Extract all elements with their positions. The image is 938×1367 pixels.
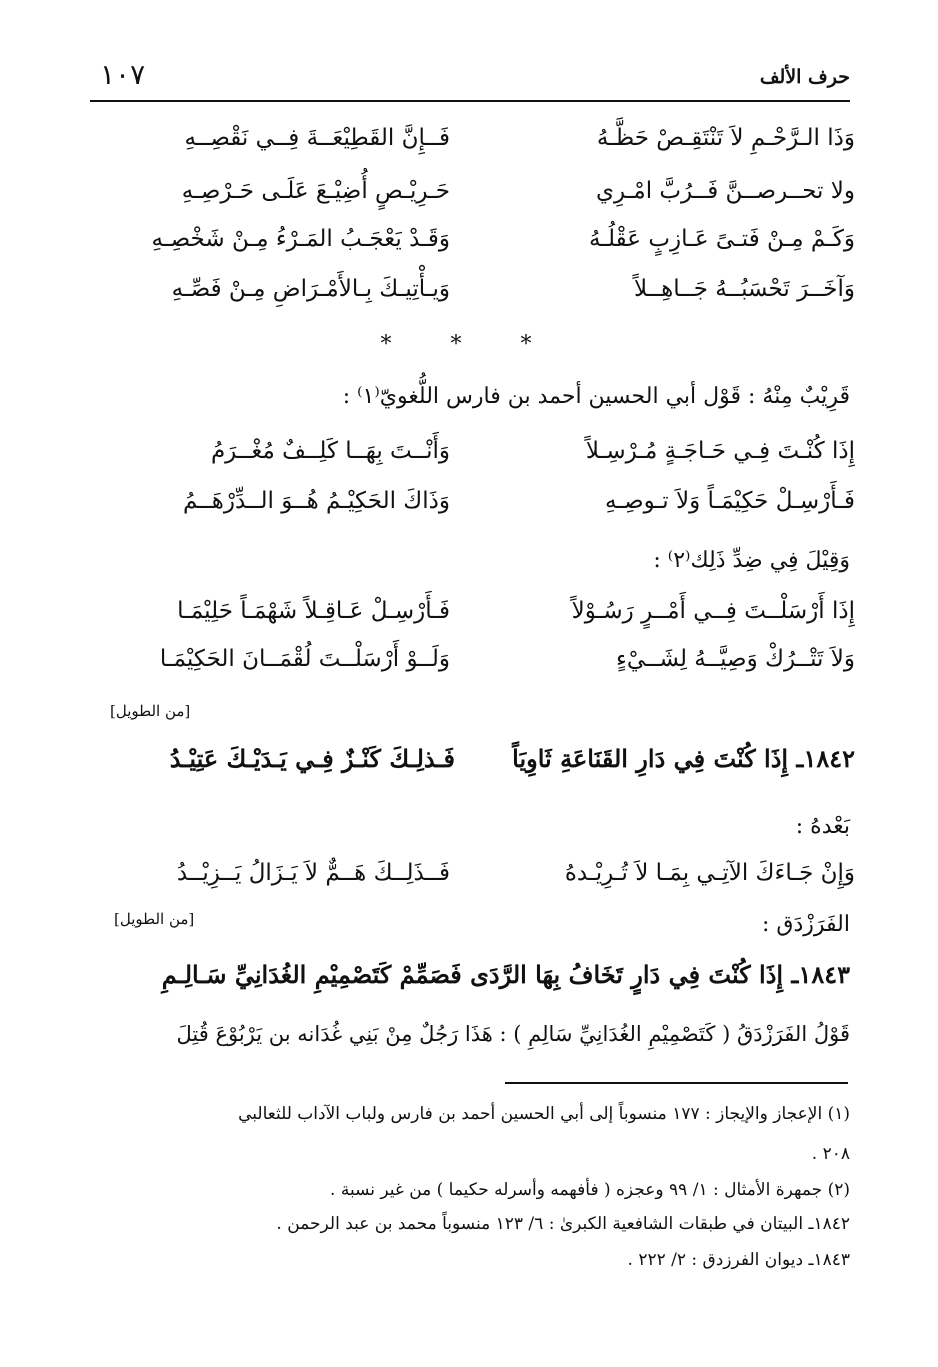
second-hemistich: فَـذلِـكَ كَنْـزٌ فِـي يَـدَيْـكَ عَتِيْـدُ [169,744,455,773]
footnote: (٢) جمهرة الأمثال : ١/ ٩٩ وعجزه ( فأفهمه وأسرله حكيما ) من غير نسبة . [330,1180,850,1200]
footnote: ٢٠٨ . [811,1144,850,1164]
verse-line [110,276,855,320]
footnote: (١) الإعجاز والإيجاز : ١٧٧ منسوباً إلى أبي الحسين أحمد بن فارس ولباب الآداب للثعالبي [238,1104,850,1124]
page-number: ١٠٧ [100,58,146,91]
second-hemistich: وَذَاكَ الحَكِيْـمُ هُــوَ الــدِّرْهَــمُ [182,488,450,514]
first-hemistich: ولا تحــرصــنَّ فَــرُبَّ امْـرِي [595,178,855,204]
verse-line [110,178,855,222]
intro-ibn-faris: قَرِيْبٌ مِنْهُ : قَوْل أبي الحسين أحمد بن فارس اللُّغويّ⁽١⁾ : [342,384,850,409]
section-separator: * * * [380,332,558,357]
verse-line [110,598,855,642]
meter-label: [من الطويل] [110,702,191,720]
verse-line [110,646,855,690]
first-hemistich: وَإِنْ جَـاءَكَ الآتِـي بِمَـا لاَ تُـرِيْـدهُ [564,860,855,886]
footnote: ١٨٤٢ـ البيتان في طبقات الشافعية الكبرىٰ : ٦/ ١٢٣ منسوباً محمد بن عبد الرحمن . [276,1214,850,1234]
first-hemistich: إِذَا كُنْـتَ فِـي حَـاجَـةٍ مُـرْسِـلاً [585,438,855,464]
verse-line [110,226,855,270]
second-hemistich: وَيـأْتِيـكَ بِـالأَمْـرَاضِ مِـنْ فَصِّـهِ [171,276,450,302]
badahu-label: بَعْدهُ : [795,814,850,839]
second-hemistich: وَلَــوْ أَرْسَلْــتَ لُقْمَــانَ الحَكِيْمَـا [159,646,450,672]
first-hemistich: وَكَـمْ مِـنْ فَتـىً عَـازِبٍ عَقْلُـهُ [588,226,855,252]
footnote: ١٨٤٣ـ ديوان الفرزدق : ٢/ ٢٢٢ . [627,1250,850,1270]
verse-line [110,860,855,904]
first-hemistich: فَـأَرْسِـلْ حَكِيْمَـاً وَلاَ تـوصِـهِ [605,488,855,514]
first-hemistich: وَلاَ تَتْــرُكْ وَصِيَّــهُ لِشَــيْءٍ [616,646,855,672]
second-hemistich: وَأَنْــتَ بِهَــا كَلِــفٌ مُغْــرَمُ [210,438,450,464]
first-hemistich: وَآخَــرَ تَحْسَبُــهُ جَــاهِــلاً [633,276,855,302]
first-hemistich: إِذَا أَرْسَلْــتَ فِــي أَمْــرٍ رَسُـوْلاً [571,598,855,624]
intro-opposite: وَقِيْلَ فِي ضِدِّ ذَلِك⁽٢⁾ : [653,548,850,573]
commentary-line: قَوْلُ الفَرَزْدَقُ ( كَتَصْمِيْمِ الغُدَانِيِّ سَالِمِ ) : هَذَا رَجُلٌ مِنْ بَنِي غُدَانه بن يَرْبُوْعَ قُتِلَ [176,1022,850,1046]
verse-line [110,488,855,532]
numbered-verse-1842 [110,744,855,788]
verse-line [110,125,855,169]
verse-line [110,438,855,482]
second-hemistich: فَـأَرْسِـلْ عَـاقِـلاً شَهْمَـاً حَلِيْمَـا [177,598,450,624]
numbered-verse-1843: ١٨٤٣ـ إِذَا كُنْتَ فِي دَارٍ تَخَافُ بِهَا الرَّدَى فَصَمِّمْ كَتَصْمِيْمِ الغُدَانِيِّ سَـالِـمِ [161,960,850,989]
section-title: حرف الألف [759,66,850,88]
second-hemistich: وَقَـدْ يَعْجَـبُ المَـرْءُ مِـنْ شَخْصِـهِ [151,226,450,252]
second-hemistich: فَــإِنَّ القَطِيْعَــةَ فِــي نَقْصِــهِ [184,125,450,151]
first-hemistich: ١٨٤٢ـ إِذَا كُنْتَ فِي دَارِ القَنَاعَةِ ثَاوِيَاً [512,744,855,773]
first-hemistich: وَذَا الـرَّحْـمِ لاَ تَنْتَقِـصْ حَظَّـهُ [596,125,855,151]
second-hemistich: فَــذَلِــكَ هَــمٌّ لاَ يَـزَالُ يَــزِيْــدُ [176,860,450,886]
running-header [90,52,850,98]
footnote-rule [505,1082,848,1084]
header-rule [90,100,850,102]
meter-label: [من الطويل] [114,910,195,928]
farazdaq-label: الفَرَزْدَق : [762,912,850,937]
second-hemistich: حَـرِيْـصٍ أُضِيْـعَ عَلَـى حَـرْصِـهِ [181,178,450,204]
